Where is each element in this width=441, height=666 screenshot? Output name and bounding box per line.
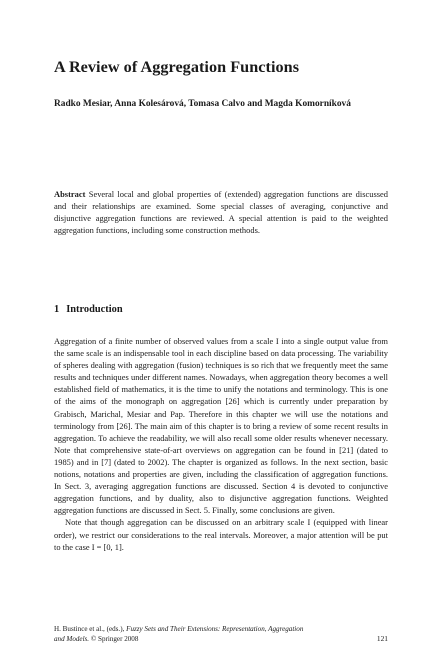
section-heading <box>54 304 123 315</box>
paper-page <box>54 0 388 666</box>
abstract <box>54 188 388 236</box>
page-number: 121 <box>376 634 388 643</box>
body-paragraph-2: Note that though aggregation can be discussed on an arbitrary scale I (equipped with linear order), we restrict our considerations to the real intervals. Moreover, a major attention will be put to the case I = [0, 1]. <box>54 517 388 552</box>
source-footnote <box>54 624 388 644</box>
footnote-book-title-cont: and Models. <box>54 635 90 644</box>
paper-title: A Review of Aggregation Functions <box>54 58 300 76</box>
footnote-book-title: Fuzzy Sets and Their Extensions: Representation, Aggregation <box>126 625 304 633</box>
section-body <box>54 335 388 553</box>
footnote-line-2 <box>54 634 388 644</box>
body-paragraph-1: Aggregation of a finite number of observed values from a scale I into a single output value from the same scale is an indispensable tool in each discipline based on data processing. The variability of spheres dealing with aggregation (fusion) techniques is so rich that we frequently meet the same results and techniques under different names. Nowadays, when aggregation theory becomes a well established field of mathematics, it is the time to unify the notations and terminology. This is one of the aims of the monograph on aggregation [26] which is currently under preparation by Grabisch, Marichal, Mesiar and Pap. Therefore in this chapter we will use the notations and terminology from [26]. The main aim of this chapter is to bring a review of some recent results in aggregation. To achieve the readability, we will also recall some older results whenever necessary. Note that comprehensive state-of-art overviews on aggregation can be found in [21] (dated to 1985) and in [7] (dated to 2002). The chapter is organized as follows. In the next section, basic notions, notations and properties are given, including the classification of aggregation functions. In Sect. 3, averaging aggregation functions are discussed. Section 4 is devoted to conjunctive aggregation functions, and by duality, also to disjunctive aggregation functions. Weighted aggregation functions are discussed in Sect. 5. Finally, some conclusions are given. <box>54 336 388 516</box>
footnote-publisher: © Springer 2008 <box>89 635 139 644</box>
section-title: Introduction <box>66 304 123 315</box>
author-list: Radko Mesiar, Anna Kolesárová, Tomasa Calvo and Magda Komorníková <box>54 99 351 109</box>
abstract-label: Abstract <box>54 189 86 199</box>
abstract-text: Several local and global properties of (extended) aggregation functions are discussed and their relationships are examined. Some special classes of averaging, conjunctive and disjunctive aggregation functions are reviewed. A special attention is paid to the weighted aggregation functions, including some construction methods. <box>54 189 388 236</box>
footnote-line-1 <box>54 624 388 634</box>
footnote-editors: H. Bustince et al., (eds.), <box>54 625 127 633</box>
section-number: 1 <box>54 304 60 315</box>
